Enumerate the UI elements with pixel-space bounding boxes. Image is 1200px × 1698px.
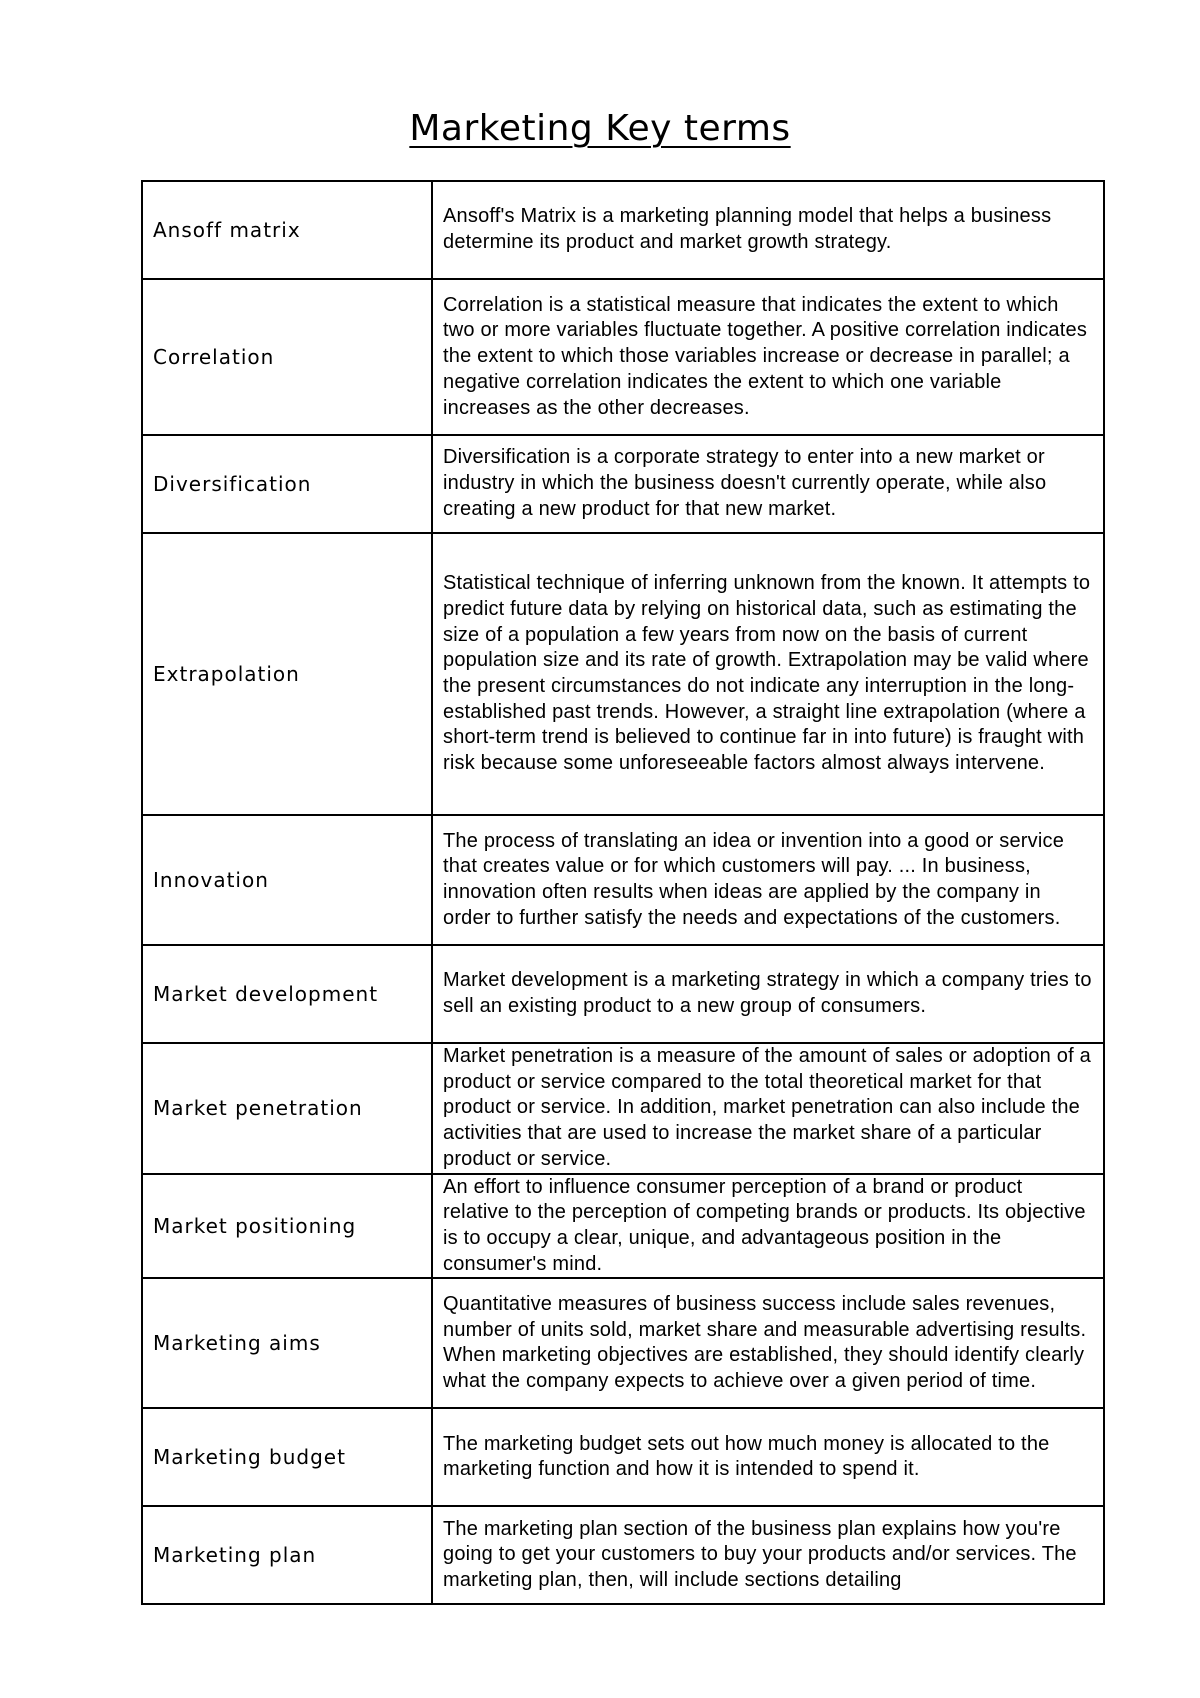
term-cell: Ansoff matrix bbox=[142, 181, 432, 279]
term-cell: Marketing budget bbox=[142, 1408, 432, 1506]
definition-text: The marketing budget sets out how much money is allocated to the marketing function and how it is intended to spend it. bbox=[443, 1432, 1050, 1481]
table-row bbox=[142, 1174, 1104, 1279]
table-row bbox=[142, 1408, 1104, 1506]
term-cell: Diversification bbox=[142, 435, 432, 533]
definition-cell bbox=[432, 181, 1104, 279]
definition-cell bbox=[432, 1278, 1104, 1408]
definition-text: An effort to influence consumer perception of a brand or product relative to the perception of competing brands or products. Its objective is to occupy a clear, unique, and advantageous position in the consumer's mind. bbox=[443, 1175, 1086, 1275]
definition-text: Statistical technique of inferring unknown from the known. It attempts to predict future data by relying on historical data, such as estimating the size of a population a few years from now on the basis of current population size and its rate of growth. Extrapolation may be valid where the present circumstances do not indicate any interruption in the long-established past trends. However, a straight line extrapolation (where a short-term trend is believed to continue far in into future) is fraught with risk because some unforeseeable factors almost always intervene. bbox=[443, 572, 1091, 775]
definition-text: Diversification is a corporate strategy to enter into a new market or industry in which the business doesn't currently operate, while also creating a new product for that new market. bbox=[443, 446, 1047, 520]
table-row bbox=[142, 279, 1104, 435]
definition-text: Ansoff's Matrix is a marketing planning model that helps a business determine its product and market growth strategy. bbox=[443, 205, 1052, 253]
key-terms-table bbox=[141, 180, 1105, 1605]
table-row bbox=[142, 1278, 1104, 1408]
table-row bbox=[142, 1043, 1104, 1174]
definition-cell bbox=[432, 1506, 1104, 1604]
definition-cell bbox=[432, 1408, 1104, 1506]
definition-cell bbox=[432, 945, 1104, 1043]
definition-text: The process of translating an idea or invention into a good or service that creates value or for which customers will pay. ... In business, innovation often results when ideas are applied by the company in order to further satisfy the needs and expectations of the customers. bbox=[443, 829, 1065, 929]
definition-text: The marketing plan section of the business plan explains how you're going to get your customers to buy your products and/or services. The marketing plan, then, will include sections detailing bbox=[443, 1517, 1077, 1592]
term-cell: Marketing aims bbox=[142, 1278, 432, 1408]
table-row bbox=[142, 533, 1104, 815]
definition-cell bbox=[432, 815, 1104, 945]
page-title: Marketing Key terms bbox=[409, 108, 791, 149]
definition-text: Quantitative measures of business success include sales revenues, number of units sold, market share and measurable advertising results. When marketing objectives are established, they should identify clearly what the company expects to achieve over a given period of time. bbox=[443, 1292, 1087, 1393]
definition-text: Market development is a marketing strategy in which a company tries to sell an existing product to a new group of consumers. bbox=[443, 969, 1092, 1017]
definition-text: Correlation is a statistical measure that indicates the extent to which two or more variables fluctuate together. A positive correlation indicates the extent to which those variables increase or decrease in parallel; a negative correlation indicates the extent to which one variable increases as the other decreases. bbox=[443, 293, 1088, 419]
definition-cell bbox=[432, 533, 1104, 815]
definition-text: Market penetration is a measure of the amount of sales or adoption of a product or service compared to the total theoretical market for that product or service. In addition, market penetration can also include the activities that are used to increase the market share of a particular product or service. bbox=[443, 1045, 1091, 1170]
term-cell: Marketing plan bbox=[142, 1506, 432, 1604]
definition-cell bbox=[432, 1174, 1104, 1279]
term-cell: Market positioning bbox=[142, 1174, 432, 1279]
table-row bbox=[142, 181, 1104, 279]
table-row bbox=[142, 945, 1104, 1043]
definition-cell bbox=[432, 1043, 1104, 1174]
table-row bbox=[142, 1506, 1104, 1604]
term-cell: Innovation bbox=[142, 815, 432, 945]
table-row bbox=[142, 815, 1104, 945]
term-cell: Market penetration bbox=[142, 1043, 432, 1174]
term-cell: Extrapolation bbox=[142, 533, 432, 815]
definition-cell bbox=[432, 279, 1104, 435]
term-cell: Correlation bbox=[142, 279, 432, 435]
term-cell: Market development bbox=[142, 945, 432, 1043]
definition-cell bbox=[432, 435, 1104, 533]
table-row bbox=[142, 435, 1104, 533]
